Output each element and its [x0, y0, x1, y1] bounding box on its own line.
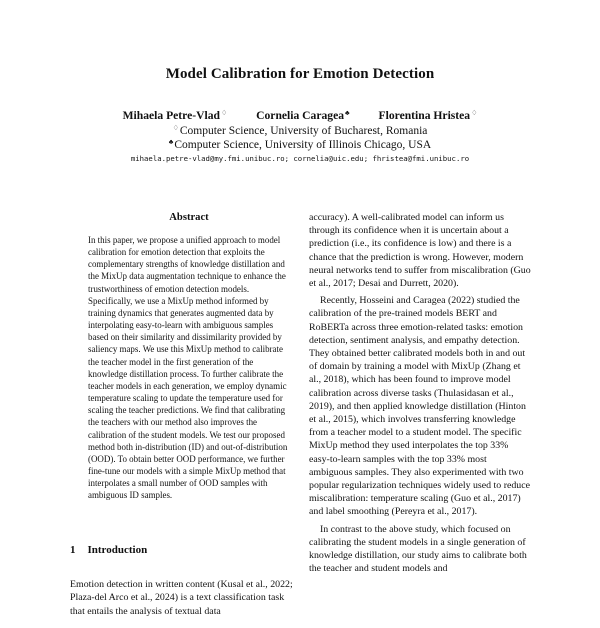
author-list [0, 109, 600, 122]
paragraph: accuracy). A well-calibrated model can inform us through its confidence when it is uncertain about a prediction (i.e., its confidence is low) and there is a chance that the prediction is wrong. However, modern neural networks tend to suffer from miscalibration (Guo et al., 2017; Desai and Durrett, 2020). [309, 212, 531, 290]
affiliation-2 [0, 138, 600, 151]
paper-title: Model Calibration for Emotion Detection [165, 66, 435, 82]
author-name: Florentina Hristea [378, 109, 471, 122]
author-1 [123, 109, 228, 122]
paragraph: Emotion detection in written content (Kusal et al., 2022; Plaza-del Arco et al., 2024) is a text classification task that entails the analysis of textual data [70, 578, 293, 617]
affiliation-mark: ♣ [345, 109, 350, 117]
affiliation-mark: ♣ [168, 138, 174, 146]
abstract-heading: Abstract [169, 212, 209, 223]
section-title: Introduction [87, 544, 148, 556]
affiliation-mark: ♢ [172, 124, 179, 132]
author-emails: mihaela.petre-vlad@my.fmi.unibuc.ro; cornelia@uic.edu; fhristea@fmi.unibuc.ro [130, 154, 470, 163]
author-2 [256, 109, 350, 122]
author-name: Mihaela Petre-Vlad [122, 109, 220, 122]
affiliation-1 [0, 124, 600, 137]
right-column [309, 211, 531, 575]
section-number: 1 [70, 544, 76, 556]
author-3 [379, 109, 478, 122]
abstract-body: In this paper, we propose a unified approach to model calibration for emotion detection that exploits the complementary strengths of knowledge distillation and the MixUp data augmentation technique to enhance the trustworthiness of emotion detection models. Specifically, we use a MixUp method informed by training dynamics that generates augmented data by interpolating easy-to-learn with ambiguous samples based on their similarity and dissimilarity provided by saliency maps. We use this MixUp method to calibrate the teacher model in the first generation of the knowledge distillation process. To further calibrate the teacher models in each generation, we employ dynamic temperature scaling to update the temperature used for scaling the teacher predictions. We find that calibrating the teachers with our method also improves the calibration of the student models. We test our proposed method both in-distribution (ID) and out-of-distribution (OOD). To obtain better OOD performance, we further fine-tune our models with a simple MixUp method that interpolates a small number of OOD samples with ambiguous ID samples. [88, 235, 288, 501]
affiliation-mark: ♢ [220, 109, 228, 117]
author-name: Cornelia Caragea [256, 109, 345, 122]
abstract-section [88, 234, 290, 501]
affiliation-mark: ♢ [471, 109, 478, 117]
introduction-body [70, 568, 295, 628]
paragraph: In contrast to the above study, which focused on calibrating the student models in a single generation of knowledge distillation, our study aims to calibrate both the teacher and student models and [309, 523, 527, 575]
section-heading-introduction [70, 544, 147, 556]
affiliation-text: Computer Science, University of Bucharest, Romania [179, 125, 428, 137]
affiliation-text: Computer Science, University of Illinois Chicago, USA [174, 139, 432, 151]
paragraph: Recently, Hosseini and Caragea (2022) studied the calibration of the pre-trained models BERT and RoBERTa across three emotion-related tasks: emotion detection, sentiment analysis, and empathy detection. They obtained better calibrated models both in and out of domain by training a model with MixUp (Zhang et al., 2018), which has been found to improve model calibration across diverse tasks (Thulasidasan et al., 2019), and then applied knowledge distillation (Hinton et al., 2015), which involves transferring knowledge from a teacher model to a student model. The specific MixUp method they used interpolates the top 33% easy-to-learn samples with the top 33% most ambiguous samples. They also experimented with two popular regularization techniques widely used to reduce miscalibration: temperature scaling (Guo et al., 2017) and label smoothing (Pereyra et al., 2017). [309, 295, 531, 518]
